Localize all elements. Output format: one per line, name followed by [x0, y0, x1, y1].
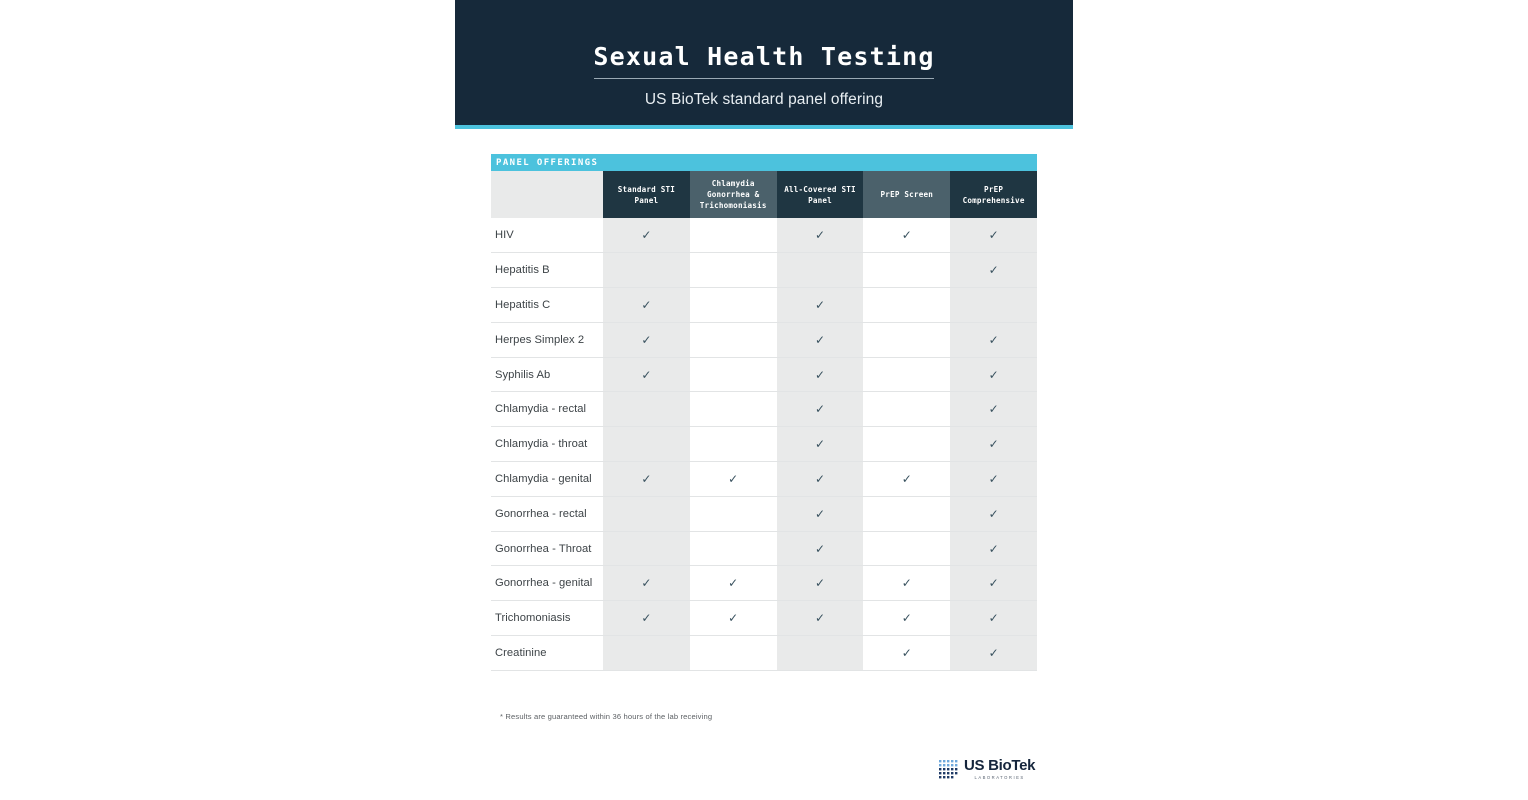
- cell-empty: [690, 636, 777, 671]
- table-row: [491, 427, 1037, 462]
- check-icon: ✓: [641, 332, 652, 347]
- column-header-4: PrEP Screen: [863, 171, 950, 218]
- check-icon: ✓: [988, 437, 999, 452]
- cell-checked: [777, 601, 864, 636]
- cell-empty: [777, 253, 864, 288]
- check-icon: ✓: [728, 471, 739, 486]
- cell-empty: [690, 357, 777, 392]
- cell-checked: [777, 288, 864, 323]
- page-title: Sexual Health Testing: [593, 42, 935, 71]
- cell-checked: [690, 601, 777, 636]
- check-icon: ✓: [901, 228, 912, 243]
- check-icon: ✓: [814, 332, 826, 347]
- cell-checked: [950, 392, 1037, 427]
- cell-checked: [950, 462, 1037, 497]
- cell-checked: [777, 462, 864, 497]
- panel-offerings-table: [491, 171, 1037, 671]
- row-label: Chlamydia - throat: [491, 427, 603, 462]
- cell-empty: [603, 636, 690, 671]
- cell-empty: [863, 322, 950, 357]
- check-icon: ✓: [988, 611, 999, 626]
- table-header-row: [491, 171, 1037, 218]
- cell-empty: [863, 288, 950, 323]
- cell-empty: [603, 496, 690, 531]
- cell-checked: [777, 566, 864, 601]
- row-label: HIV: [491, 218, 603, 253]
- cell-checked: [950, 427, 1037, 462]
- cell-checked: [777, 392, 864, 427]
- row-label: Gonorrhea - Throat: [491, 531, 603, 566]
- column-header-2: Chlamydia Gonorrhea & Trichomoniasis: [690, 171, 777, 218]
- us-biotek-logo: [938, 758, 1035, 780]
- cell-empty: [863, 531, 950, 566]
- cell-checked: [777, 357, 864, 392]
- column-header-label: [491, 171, 603, 218]
- table-row: [491, 218, 1037, 253]
- table-row: [491, 601, 1037, 636]
- table-head: [491, 171, 1037, 218]
- table-row: [491, 288, 1037, 323]
- cell-checked: [950, 357, 1037, 392]
- page-subtitle: US BioTek standard panel offering: [644, 91, 884, 108]
- cell-empty: [603, 531, 690, 566]
- row-label: Gonorrhea - rectal: [491, 496, 603, 531]
- cell-checked: [950, 566, 1037, 601]
- cell-empty: [690, 288, 777, 323]
- row-label: Hepatitis C: [491, 288, 603, 323]
- cell-empty: [863, 496, 950, 531]
- cell-empty: [603, 392, 690, 427]
- column-header-1: Standard STI Panel: [603, 171, 690, 218]
- row-label: Trichomoniasis: [491, 601, 603, 636]
- cell-checked: [950, 636, 1037, 671]
- cell-checked: [863, 566, 950, 601]
- column-header-5: PrEP Comprehensive: [950, 171, 1037, 218]
- cell-checked: [603, 288, 690, 323]
- row-label: Gonorrhea - genital: [491, 566, 603, 601]
- logo-wordmark: [964, 758, 1035, 780]
- table-row: [491, 636, 1037, 671]
- cell-checked: [777, 531, 864, 566]
- check-icon: ✓: [728, 611, 739, 626]
- check-icon: ✓: [901, 645, 912, 660]
- cell-checked: [603, 218, 690, 253]
- cell-checked: [603, 322, 690, 357]
- cell-empty: [690, 496, 777, 531]
- row-label: Syphilis Ab: [491, 357, 603, 392]
- cell-empty: [690, 427, 777, 462]
- check-icon: ✓: [988, 263, 999, 278]
- check-icon: ✓: [814, 611, 826, 626]
- cell-checked: [777, 427, 864, 462]
- cell-checked: [777, 218, 864, 253]
- check-icon: ✓: [641, 576, 652, 591]
- cell-checked: [690, 566, 777, 601]
- table-row: [491, 531, 1037, 566]
- cell-checked: [950, 218, 1037, 253]
- logo-subtitle: LABORATORIES: [974, 775, 1025, 780]
- cell-checked: [863, 636, 950, 671]
- check-icon: ✓: [988, 541, 999, 556]
- cell-empty: [690, 392, 777, 427]
- check-icon: ✓: [901, 611, 912, 626]
- panel-offerings-banner: [491, 154, 1037, 171]
- cell-checked: [777, 496, 864, 531]
- cell-empty: [690, 218, 777, 253]
- cell-checked: [863, 462, 950, 497]
- logo-name: US BioTek: [964, 757, 1036, 774]
- column-header-3: All-Covered STI Panel: [777, 171, 864, 218]
- cell-empty: [777, 636, 864, 671]
- table-body: [491, 218, 1037, 670]
- check-icon: ✓: [901, 471, 912, 486]
- cell-checked: [950, 253, 1037, 288]
- check-icon: ✓: [988, 471, 999, 486]
- dot-grid-icon: [938, 759, 959, 779]
- table-row: [491, 496, 1037, 531]
- check-icon: ✓: [814, 367, 826, 382]
- check-icon: ✓: [641, 611, 652, 626]
- cell-checked: [603, 462, 690, 497]
- table-row: [491, 357, 1037, 392]
- check-icon: ✓: [814, 541, 826, 556]
- check-icon: ✓: [988, 332, 999, 347]
- check-icon: ✓: [988, 506, 999, 521]
- cell-checked: [950, 601, 1037, 636]
- check-icon: ✓: [901, 576, 912, 591]
- row-label: Chlamydia - genital: [491, 462, 603, 497]
- cell-checked: [603, 601, 690, 636]
- row-label: Chlamydia - rectal: [491, 392, 603, 427]
- check-icon: ✓: [988, 645, 999, 660]
- cell-checked: [690, 462, 777, 497]
- check-icon: ✓: [641, 228, 652, 243]
- cell-empty: [603, 253, 690, 288]
- cell-empty: [690, 253, 777, 288]
- check-icon: ✓: [814, 437, 826, 452]
- cell-checked: [950, 496, 1037, 531]
- table-row: [491, 253, 1037, 288]
- cell-empty: [863, 357, 950, 392]
- table-row: [491, 392, 1037, 427]
- check-icon: ✓: [988, 228, 999, 243]
- cell-checked: [777, 322, 864, 357]
- check-icon: ✓: [814, 576, 826, 591]
- check-icon: ✓: [641, 297, 652, 312]
- check-icon: ✓: [814, 471, 826, 486]
- cell-empty: [603, 427, 690, 462]
- check-icon: ✓: [814, 506, 826, 521]
- cell-checked: [863, 218, 950, 253]
- page-header: [455, 0, 1073, 129]
- table-row: [491, 566, 1037, 601]
- check-icon: ✓: [988, 367, 999, 382]
- table-row: [491, 322, 1037, 357]
- row-label: Hepatitis B: [491, 253, 603, 288]
- panel-table-container: [491, 154, 1037, 671]
- footnote: * Results are guaranteed within 36 hours of the lab receiving: [500, 712, 713, 721]
- check-icon: ✓: [814, 228, 826, 243]
- check-icon: ✓: [641, 367, 652, 382]
- cell-checked: [950, 531, 1037, 566]
- cell-checked: [950, 322, 1037, 357]
- cell-empty: [863, 427, 950, 462]
- title-divider: [594, 78, 934, 79]
- table-row: [491, 462, 1037, 497]
- cell-empty: [690, 531, 777, 566]
- check-icon: ✓: [641, 471, 652, 486]
- row-label: Creatinine: [491, 636, 603, 671]
- cell-empty: [950, 288, 1037, 323]
- panel-offerings-label: PANEL OFFERINGS: [496, 157, 599, 168]
- check-icon: ✓: [728, 576, 739, 591]
- cell-empty: [863, 253, 950, 288]
- cell-checked: [603, 566, 690, 601]
- row-label: Herpes Simplex 2: [491, 322, 603, 357]
- check-icon: ✓: [814, 402, 826, 417]
- cell-empty: [863, 392, 950, 427]
- cell-checked: [603, 357, 690, 392]
- cell-empty: [690, 322, 777, 357]
- check-icon: ✓: [988, 402, 999, 417]
- check-icon: ✓: [814, 297, 826, 312]
- check-icon: ✓: [988, 576, 999, 591]
- cell-checked: [863, 601, 950, 636]
